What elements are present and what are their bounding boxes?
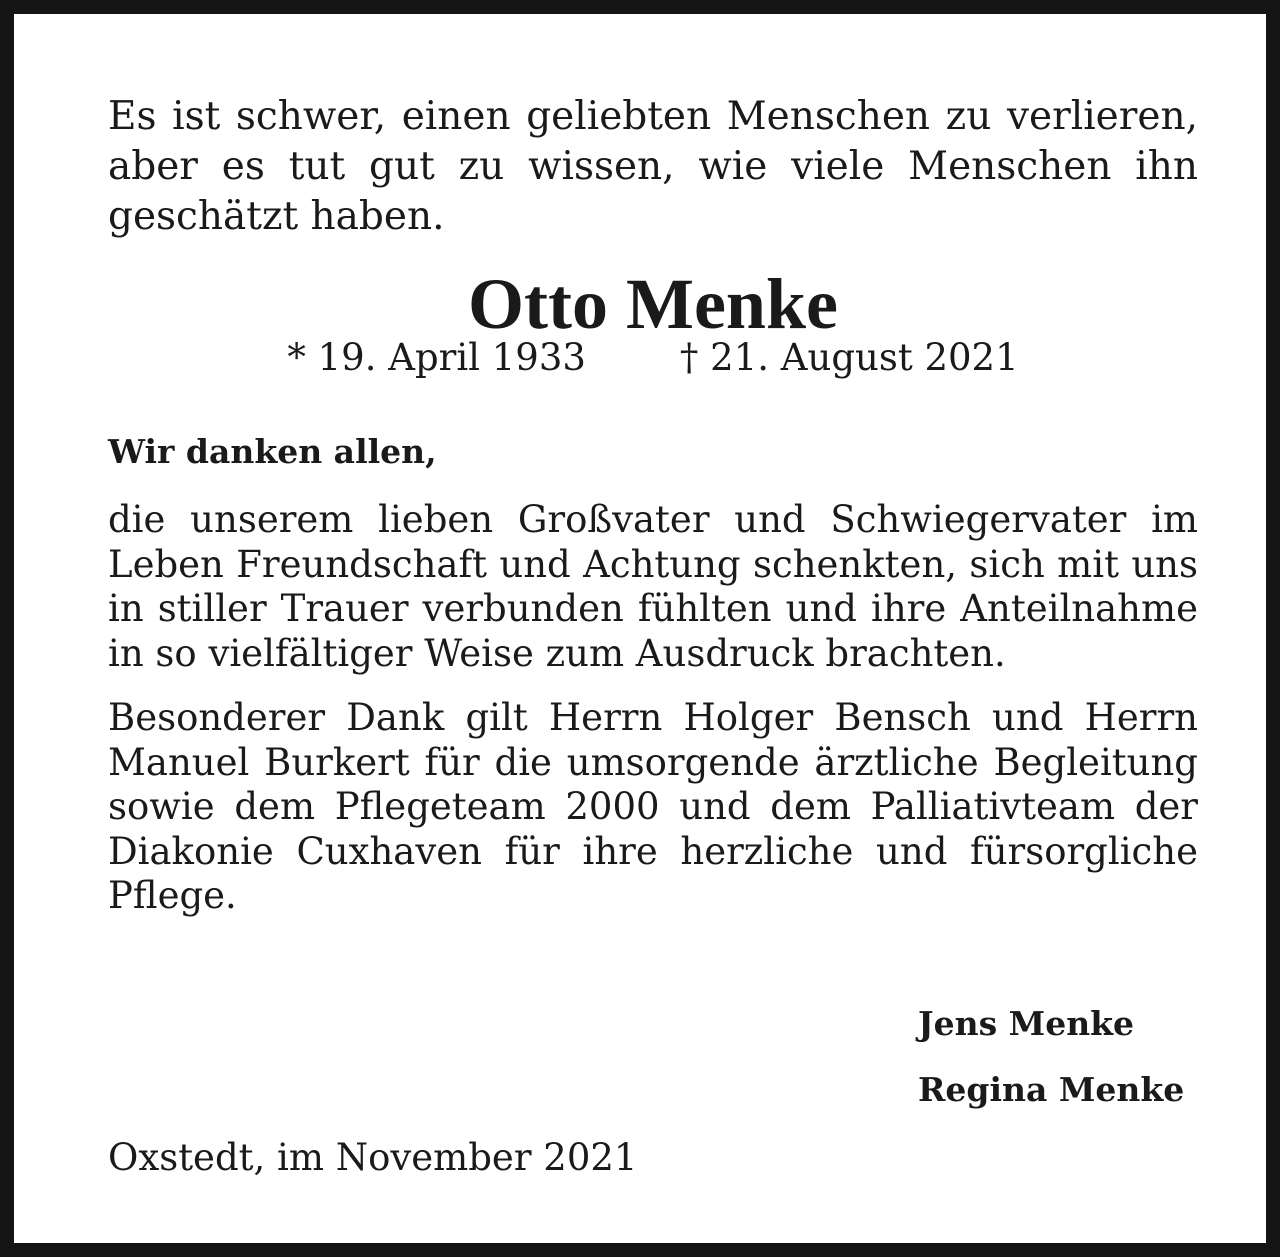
- place-and-date: Oxstedt, im November 2021: [108, 1136, 638, 1179]
- motto-text: Es ist schwer, einen geliebten Menschen zu verlieren, aber es tut gut zu wissen, wie viele Menschen ihn geschätzt haben.: [108, 94, 1198, 239]
- thanks-heading: Wir danken allen,: [108, 432, 437, 471]
- thanks-paragraph-2: Besonderer Dank gilt Herrn Holger Bensch und Herrn Manuel Burkert für die umsorgende ärztliche Begleitung sowie dem Pflegeteam 2000 und dem Palliativteam der Diakonie Cuxhaven für ihre herzliche und fürsorgliche Pflege.: [108, 696, 1198, 917]
- signer-name: Jens Menke: [918, 1004, 1135, 1043]
- thanks-paragraph-1: die unserem lieben Großvater und Schwiegervater im Leben Freundschaft und Achtung schenkten, sich mit uns in stiller Trauer verbunden fühlten und ihre Anteilnahme in so vielfältiger Weise zum Ausdruck brachten.: [108, 498, 1198, 675]
- deceased-name: Otto Menke: [468, 264, 838, 344]
- signer-name: Regina Menke: [918, 1070, 1185, 1109]
- death-date: † 21. August 2021: [679, 336, 1019, 379]
- obituary-content: [108, 92, 1198, 919]
- signers-block: [918, 1002, 1218, 1112]
- birth-date: * 19. April 1933: [287, 336, 586, 379]
